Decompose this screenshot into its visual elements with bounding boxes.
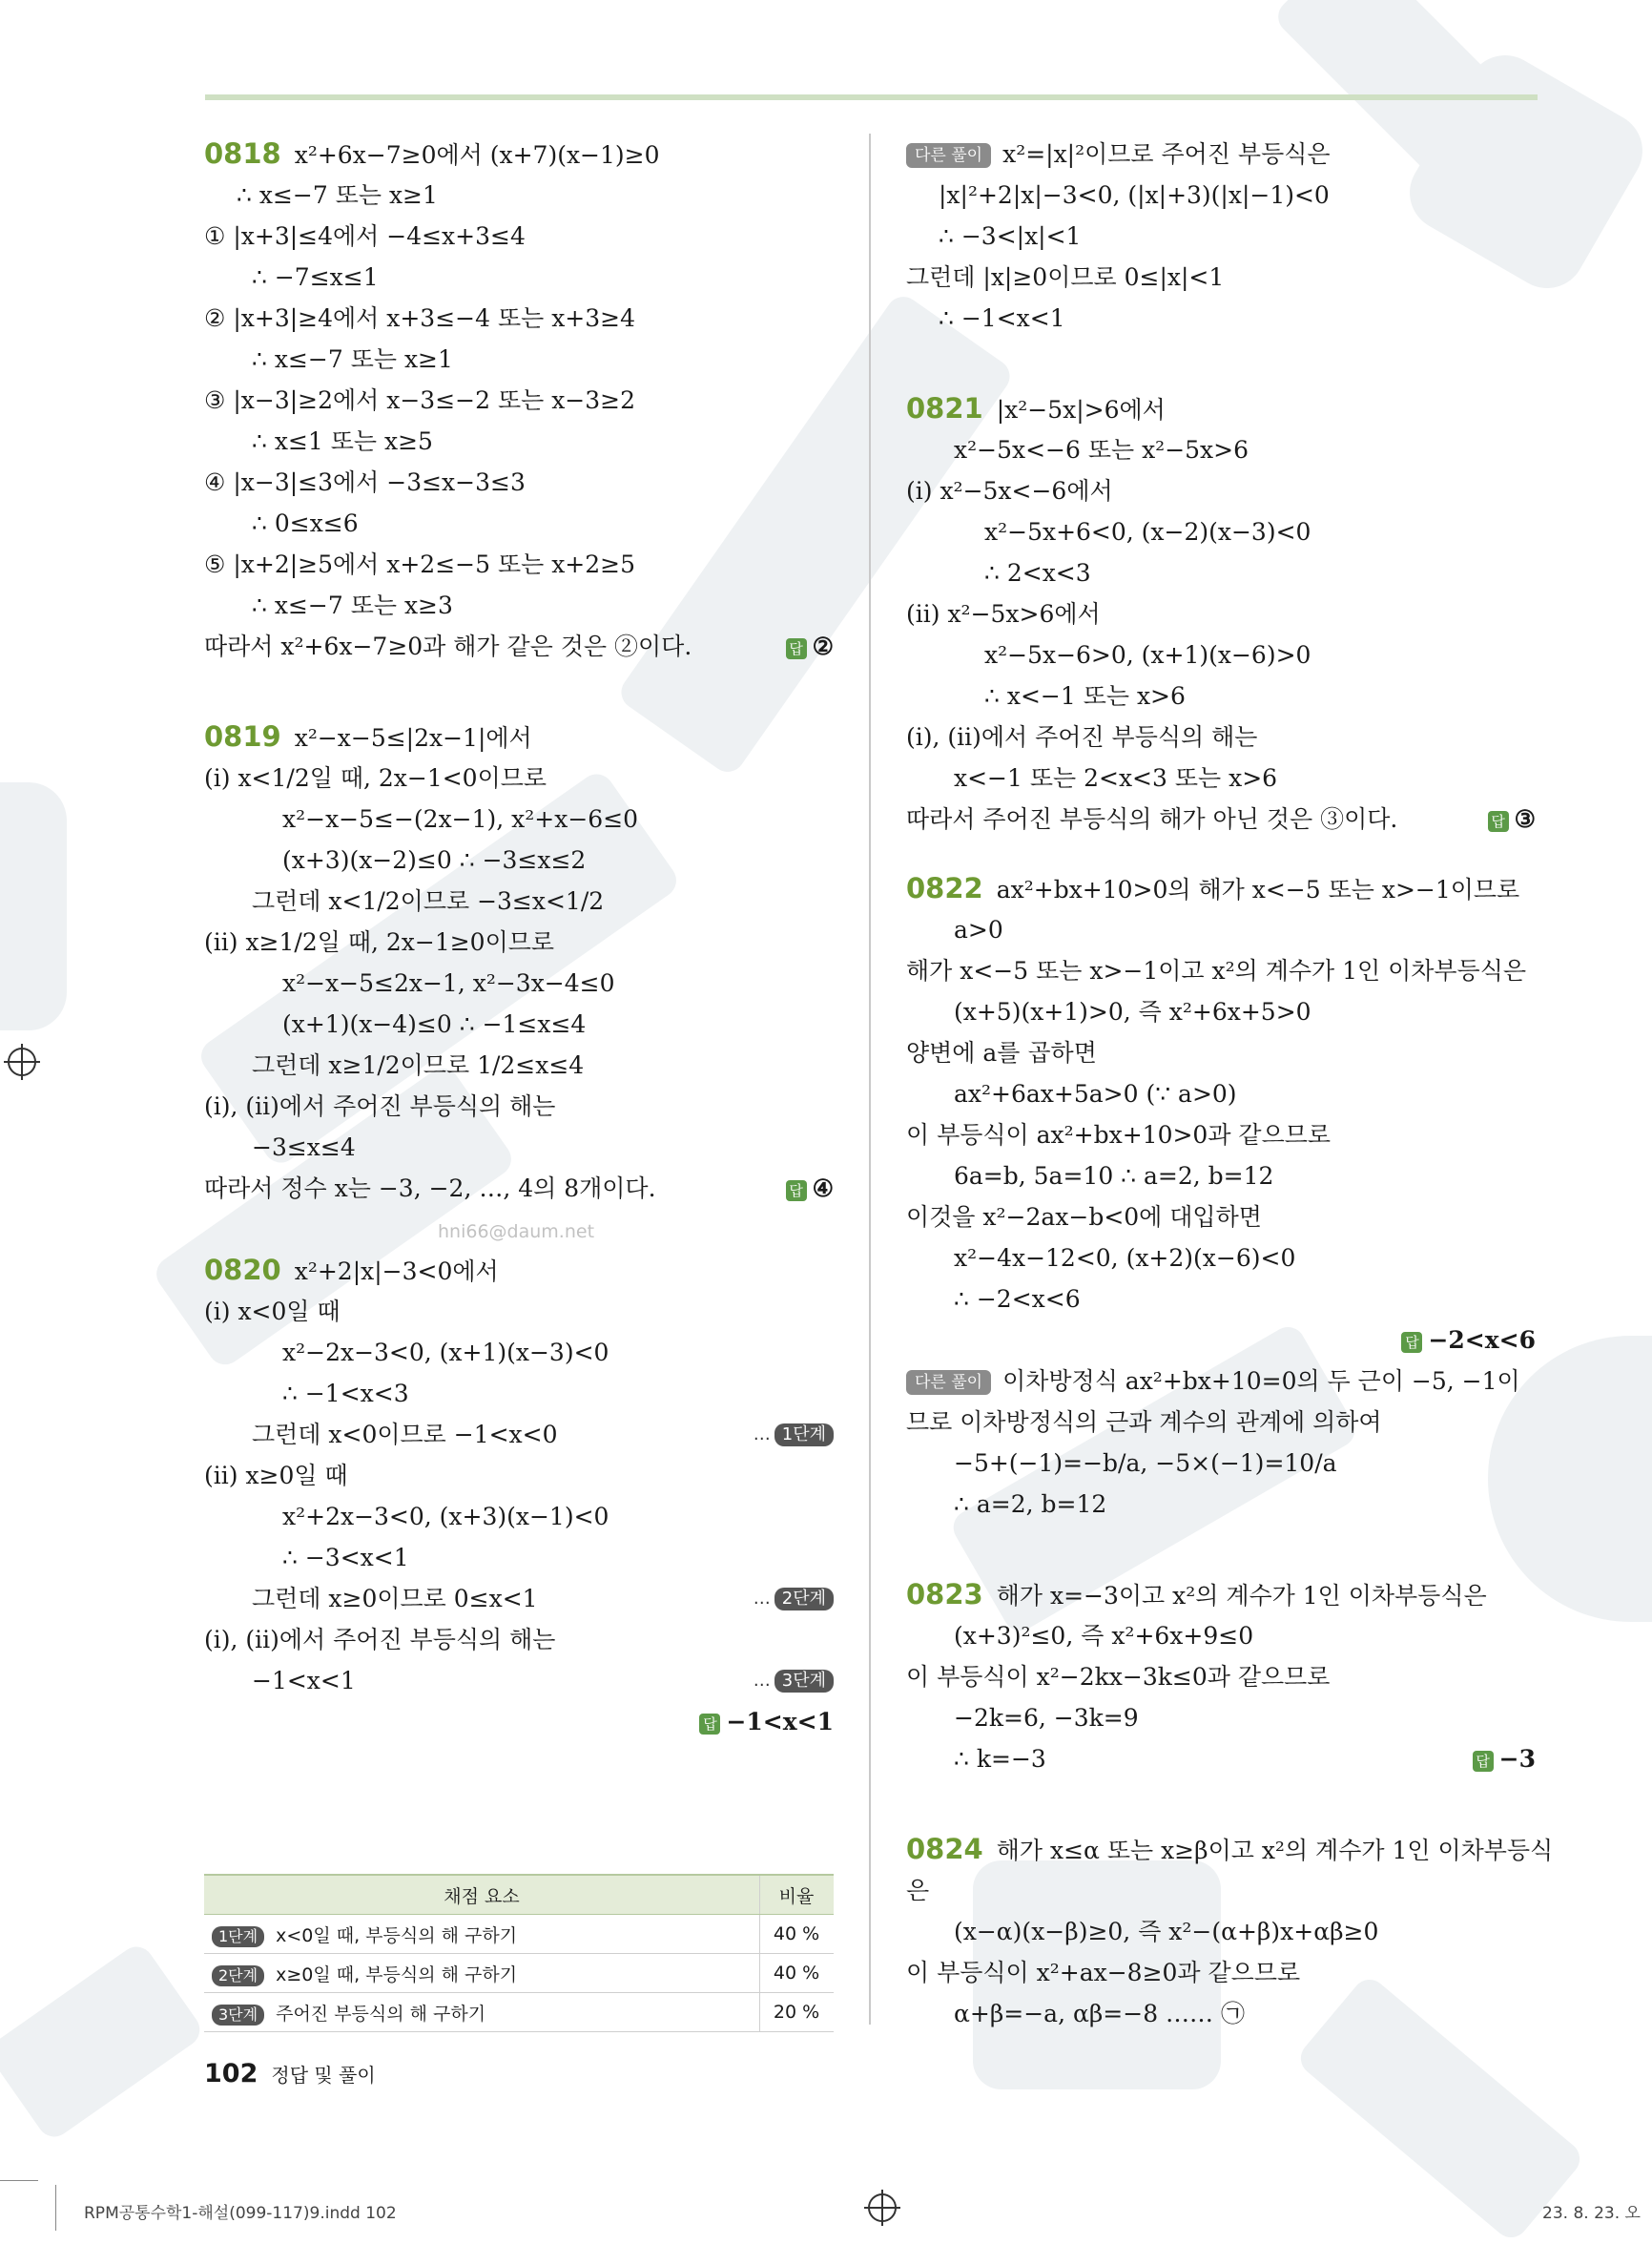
- problem-number: 0821: [906, 392, 983, 425]
- answer-badge: 답: [1488, 811, 1509, 832]
- answer-mark: [786, 1168, 834, 1209]
- solution-line: 그런데 x≥1/2이므로 1/2≤x≤4: [252, 1051, 585, 1079]
- solution-line: (i), (ii)에서 주어진 부등식의 해는: [204, 1626, 556, 1653]
- step-marker: … 3단계: [754, 1660, 834, 1701]
- problem-number: 0818: [204, 137, 281, 170]
- solution-line: (i) x²−5x<−6에서: [906, 477, 1113, 505]
- problem-0820: [204, 1250, 834, 1742]
- solution-line: ∴ k=−3: [954, 1745, 1046, 1773]
- solution-line: 해가 x<−5 또는 x>−1이고 x²의 계수가 1인 이차부등식은: [906, 957, 1527, 985]
- solution-line: 그런데 |x|≥0이므로 0≤|x|<1: [906, 263, 1225, 291]
- solution-line: x²+2x−3<0, (x+3)(x−1)<0: [282, 1503, 609, 1530]
- alternative-solution: [906, 134, 1536, 339]
- step-badge: 2단계: [212, 1965, 264, 1986]
- scoring-table: [204, 1874, 834, 2032]
- solution-line: 양변에 a를 곱하면: [906, 1039, 1097, 1067]
- solution-line: (ii) x≥1/2일 때, 2x−1≥0이므로: [204, 928, 555, 956]
- answer-mark: [1488, 799, 1536, 840]
- answer-badge: 답: [1401, 1332, 1422, 1353]
- answer-value: −2<x<6: [1428, 1326, 1536, 1354]
- solution-line: ④ |x−3|≤3에서 −3≤x−3≤3: [204, 468, 526, 496]
- solution-line: ∴ x≤−7 또는 x≥1: [237, 181, 438, 209]
- solution-line: −3≤x≤4: [252, 1133, 356, 1161]
- answer-value: ②: [812, 633, 834, 660]
- alternative-badge: 다른 풀이: [906, 1370, 991, 1395]
- solution-line: ∴ a=2, b=12: [954, 1490, 1107, 1518]
- problem-0824: [906, 1829, 1554, 2034]
- solution-line: x²−5x+6<0, (x−2)(x−3)<0: [984, 518, 1311, 546]
- solution-line: ① |x+3|≤4에서 −4≤x+3≤4: [204, 222, 526, 250]
- solution-line: (x−α)(x−β)≥0, 즉 x²−(α+β)x+αβ≥0: [954, 1918, 1379, 1945]
- solution-line: x²−5x<−6 또는 x²−5x>6: [954, 436, 1249, 464]
- answer-mark: [1473, 1738, 1536, 1779]
- problem-0821: [906, 388, 1536, 840]
- page-number: 102: [204, 2059, 258, 2088]
- answer-badge: 답: [786, 1180, 807, 1201]
- problem-0822: [906, 868, 1536, 1361]
- solution-line: 그런데 x<1/2이므로 −3≤x<1/2: [252, 887, 605, 915]
- solution-line: (x+5)(x+1)>0, 즉 x²+6x+5>0: [954, 998, 1311, 1026]
- solution-line: (ii) x≥0일 때: [204, 1462, 348, 1489]
- solution-line: ⑤ |x+2|≥5에서 x+2≤−5 또는 x+2≥5: [204, 551, 636, 578]
- solution-line: (i), (ii)에서 주어진 부등식의 해는: [906, 723, 1258, 751]
- solution-line: 이 부등식이 x²−2kx−3k≤0과 같으므로: [906, 1663, 1331, 1691]
- step-marker: … 1단계: [754, 1414, 834, 1455]
- registration-mark-icon: [8, 1048, 36, 1076]
- solution-line: ∴ x≤1 또는 x≥5: [252, 427, 433, 455]
- solution-line: x²−2x−3<0, (x+1)(x−3)<0: [282, 1339, 609, 1366]
- answer-value: ③: [1514, 805, 1536, 833]
- solution-line: ③ |x−3|≥2에서 x−3≤−2 또는 x−3≥2: [204, 386, 636, 414]
- table-cell: 40 %: [760, 1915, 835, 1954]
- table-cell: 40 %: [760, 1954, 835, 1993]
- solution-line: −5+(−1)=−b/a, −5×(−1)=10/a: [954, 1449, 1337, 1477]
- trim-mark: [55, 2185, 56, 2231]
- problem-number: 0823: [906, 1578, 983, 1610]
- solution-line: 해가 x=−3이고 x²의 계수가 1인 이차부등식은: [996, 1582, 1487, 1610]
- watermark-email: hni66@daum.net: [438, 1221, 595, 1242]
- solution-line: 해가 x≤α 또는 x≥β이고 x²의 계수가 1인 이차부등식: [996, 1837, 1554, 1864]
- page-footer: [204, 2059, 376, 2088]
- problem-number: 0824: [906, 1833, 983, 1865]
- step-badge: 1단계: [774, 1423, 834, 1446]
- table-row: [204, 1993, 834, 2032]
- step-badge: 3단계: [212, 2005, 264, 2026]
- solution-line: 이차방정식 ax²+bx+10=0의 두 근이 −5, −1이: [1002, 1367, 1520, 1395]
- solution-line: x²−x−5≤|2x−1|에서: [294, 724, 532, 752]
- step-badge: 3단계: [774, 1670, 834, 1693]
- table-cell: 주어진 부등식의 해 구하기: [276, 2003, 486, 2025]
- answer-value: −1<x<1: [726, 1708, 834, 1735]
- answer-value: ④: [812, 1174, 834, 1202]
- solution-line: (i), (ii)에서 주어진 부등식의 해는: [204, 1092, 556, 1120]
- solution-line: x²−x−5≤−(2x−1), x²+x−6≤0: [282, 805, 639, 833]
- table-cell: 20 %: [760, 1993, 835, 2032]
- header-rule: [205, 94, 1538, 100]
- solution-line: (x+3)(x−2)≤0 ∴ −3≤x≤2: [282, 846, 587, 874]
- solution-line: 이 부등식이 ax²+bx+10>0과 같으므로: [906, 1121, 1332, 1149]
- solution-line: ax²+bx+10>0의 해가 x<−5 또는 x>−1이므로: [996, 876, 1520, 904]
- print-slug-file: RPM공통수학1-해설(099-117)9.indd 102: [84, 2204, 397, 2223]
- solution-line: ∴ −3<x<1: [282, 1544, 409, 1571]
- table-row: [204, 1915, 834, 1954]
- answer-mark: [786, 626, 834, 667]
- step-marker: … 2단계: [754, 1578, 834, 1619]
- table-header: 비율: [760, 1875, 835, 1915]
- solution-line: x²+6x−7≥0에서 (x+7)(x−1)≥0: [294, 141, 660, 169]
- problem-0819: [204, 717, 834, 1209]
- step-badge: 2단계: [774, 1588, 834, 1610]
- solution-line: 므로 이차방정식의 근과 계수의 관계에 의하여: [906, 1408, 1382, 1436]
- problem-0823: [906, 1574, 1536, 1779]
- solution-line: ∴ x≤−7 또는 x≥1: [252, 345, 453, 373]
- alternative-solution: [906, 1361, 1536, 1525]
- solution-line: 이것을 x²−2ax−b<0에 대입하면: [906, 1203, 1262, 1231]
- solution-line: x²=|x|²이므로 주어진 부등식은: [1002, 140, 1331, 168]
- solution-line: ∴ −1<x<1: [939, 304, 1065, 332]
- solution-line: 따라서 주어진 부등식의 해가 아닌 것은 ③이다.: [906, 805, 1398, 833]
- solution-line: 그런데 x<0이므로 −1<x<0: [252, 1421, 558, 1448]
- page-title: 정답 및 풀이: [271, 2064, 376, 2087]
- solution-line: ∴ −1<x<3: [282, 1380, 409, 1407]
- solution-line: 이 부등식이 x²+ax−8≥0과 같으므로: [906, 1959, 1301, 1986]
- right-column: [906, 134, 1554, 2034]
- table-header: 채점 요소: [204, 1875, 760, 1915]
- solution-line: 은: [906, 1877, 930, 1904]
- solution-line: x²−5x−6>0, (x+1)(x−6)>0: [984, 641, 1311, 669]
- answer-badge: 답: [786, 638, 807, 659]
- solution-line: ∴ 2<x<3: [984, 559, 1091, 587]
- solution-line: x²+2|x|−3<0에서: [294, 1257, 499, 1285]
- solution-line: ∴ −3<|x|<1: [939, 222, 1082, 250]
- answer-badge: 답: [699, 1714, 720, 1735]
- solution-line: (x+3)²≤0, 즉 x²+6x+9≤0: [954, 1622, 1254, 1650]
- solution-line: (i) x<1/2일 때, 2x−1<0이므로: [204, 764, 547, 792]
- table-cell: x<0일 때, 부등식의 해 구하기: [276, 1924, 518, 1946]
- answer-value: −3: [1498, 1745, 1536, 1773]
- trim-mark: [0, 2180, 38, 2181]
- solution-line: 따라서 정수 x는 −3, −2, …, 4의 8개이다.: [204, 1174, 656, 1202]
- registration-mark-icon: [868, 2193, 897, 2222]
- solution-line: ∴ −2<x<6: [954, 1285, 1081, 1313]
- left-column: [204, 134, 834, 1742]
- table-row: [204, 1954, 834, 1993]
- solution-line: |x|²+2|x|−3<0, (|x|+3)(|x|−1)<0: [939, 181, 1330, 209]
- solution-line: |x²−5x|>6에서: [996, 396, 1166, 424]
- solution-line: (x+1)(x−4)≤0 ∴ −1≤x≤4: [282, 1010, 587, 1038]
- solution-line: ② |x+3|≥4에서 x+3≤−4 또는 x+3≥4: [204, 304, 636, 332]
- column-divider: [869, 134, 871, 2025]
- solution-line: ∴ x<−1 또는 x>6: [984, 682, 1186, 710]
- problem-number: 0822: [906, 872, 983, 904]
- solution-line: x²−4x−12<0, (x+2)(x−6)<0: [954, 1244, 1296, 1272]
- solution-line: −2k=6, −3k=9: [954, 1704, 1139, 1732]
- solution-line: α+β=−a, αβ=−8 …… ㉠: [954, 2000, 1246, 2027]
- solution-line: ∴ −7≤x≤1: [252, 263, 379, 291]
- problem-number: 0819: [204, 720, 281, 753]
- solution-line: ∴ x≤−7 또는 x≥3: [252, 592, 453, 619]
- solution-line: 6a=b, 5a=10 ∴ a=2, b=12: [954, 1162, 1274, 1190]
- solution-line: ∴ 0≤x≤6: [252, 509, 359, 537]
- solution-line: (ii) x²−5x>6에서: [906, 600, 1101, 628]
- solution-line: 따라서 x²+6x−7≥0과 해가 같은 것은 ②이다.: [204, 633, 692, 660]
- table-header-row: [204, 1875, 834, 1915]
- watermark-shape: [0, 1940, 206, 2143]
- solution-line: (i) x<0일 때: [204, 1298, 341, 1325]
- alternative-badge: 다른 풀이: [906, 143, 991, 168]
- step-badge: 1단계: [212, 1926, 264, 1947]
- solution-line: ax²+6ax+5a>0 (∵ a>0): [954, 1080, 1237, 1108]
- problem-0818: [204, 134, 834, 667]
- answer-mark: [699, 1701, 834, 1742]
- print-slug-date: 23. 8. 23. 오: [1542, 2204, 1641, 2223]
- table-cell: x≥0일 때, 부등식의 해 구하기: [276, 1964, 518, 1985]
- watermark-shape: [0, 782, 67, 1030]
- solution-line: x<−1 또는 2<x<3 또는 x>6: [954, 764, 1278, 792]
- answer-mark: [1401, 1319, 1536, 1361]
- answer-badge: 답: [1473, 1751, 1494, 1772]
- solution-line: a>0: [954, 916, 1003, 944]
- solution-line: 그런데 x≥0이므로 0≤x<1: [252, 1585, 538, 1612]
- solution-line: −1<x<1: [252, 1667, 356, 1694]
- problem-number: 0820: [204, 1254, 281, 1286]
- solution-line: x²−x−5≤2x−1, x²−3x−4≤0: [282, 969, 615, 997]
